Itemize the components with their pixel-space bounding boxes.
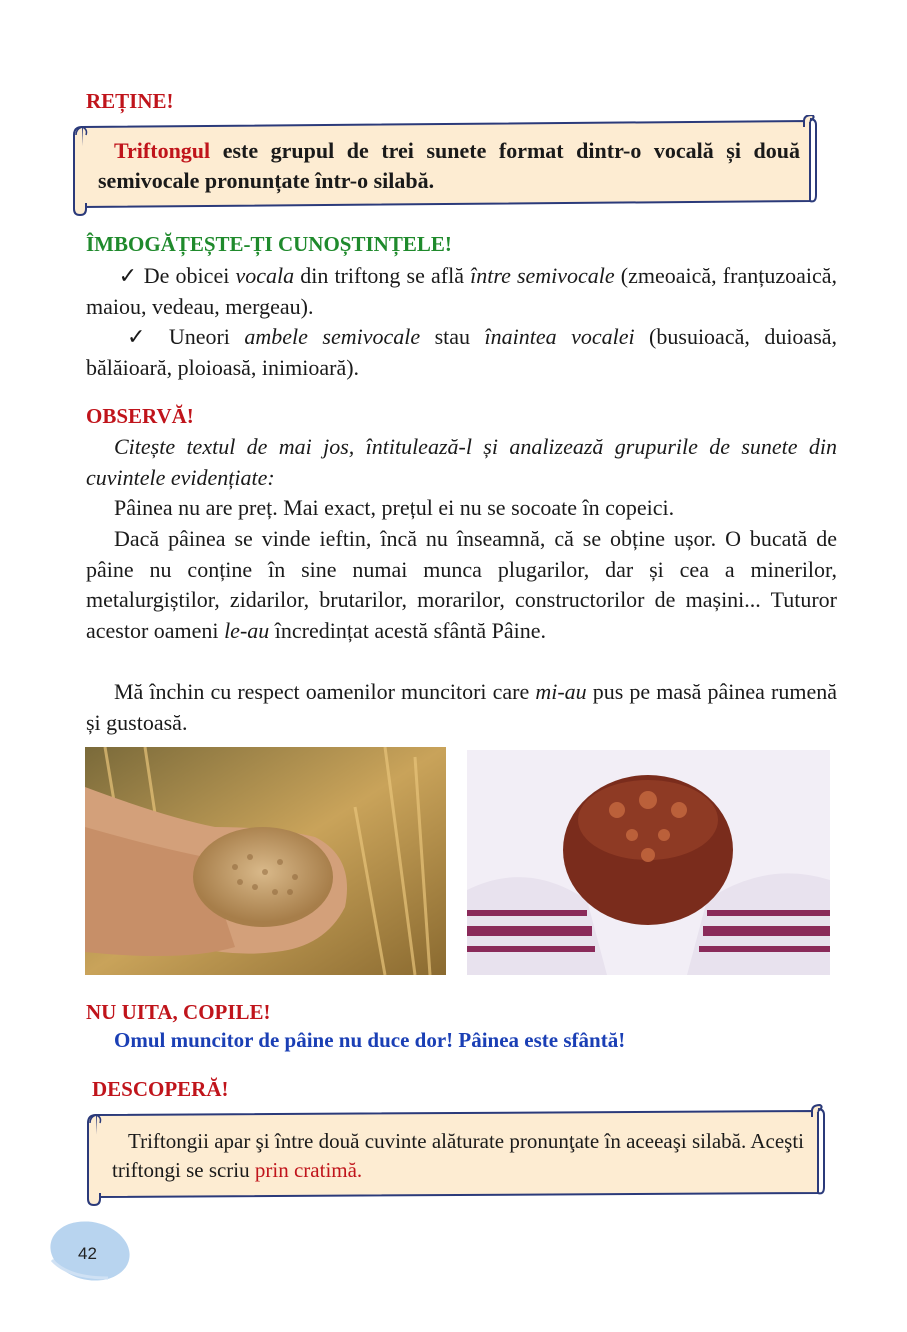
wheat-hands-photo (85, 747, 446, 975)
observa-heading: OBSERVĂ! (86, 404, 194, 428)
check-icon: ✓ (118, 263, 138, 288)
page-number: 42 (78, 1244, 97, 1263)
text-paragraph-1: Pâinea nu are preț. Mai exact, prețul ei nu se socoate în copeici. (114, 495, 675, 520)
text-paragraph-3: Mă închin cu respect oamenilor muncitori care mi-au pus pe masă pâinea rumenă și gustoasă. (86, 679, 837, 735)
imbogateste-item-2: ✓ Uneori ambele semivocale stau înaintea vocalei (busuioacă, duioasă, bălăioară, ploioasă, inimioară). (86, 324, 838, 380)
descopera-heading: DESCOPERĂ! (92, 1077, 229, 1101)
descopera-scroll-box (82, 1103, 828, 1207)
observa-instruction: Citește textul de mai jos, întitulează-l și analizează grupurile de sunete din cuvintele evidențiate: (86, 434, 837, 490)
nu-uita-text: Omul muncitor de pâine nu duce dor! Pâinea este sfântă! (114, 1028, 626, 1052)
retine-definition (98, 136, 800, 196)
descopera-text: Triftongii apar şi între două cuvinte alăturate pronunţate în aceeaşi silabă. Aceşti triftongi se scriu prin cratimă. (112, 1129, 804, 1182)
highlighted-word: le-au (224, 617, 270, 643)
highlighted-word: mi-au (535, 679, 587, 704)
text-paragraph-2: Dacă pâinea se vinde ieftin, încă nu înseamnă, că se obține ușor. O bucată de pâine nu conține în sine numai munca plugarilor, dar și cea a minerilor, metalurgiștilor, zidarilor, brutarilor, morarilor, constructorilor de mașini... Tuturor acestor oameni le-au încredințat acestă sfântă Pâine. (86, 526, 837, 643)
retine-heading: REȚINE! (86, 89, 174, 113)
check-icon: ✓ (118, 324, 155, 349)
page-number-badge (48, 1220, 132, 1282)
highlight-prin-cratima: prin cratimă. (254, 1158, 363, 1182)
term-triftongul: Triftongul (114, 138, 211, 163)
nu-uita-heading: NU UITA, COPILE! (86, 1000, 271, 1024)
definition-text: este grupul de trei sunete format dintr-o vocală și două semivocale pronunțate într-o silabă. (98, 138, 800, 193)
retine-scroll-box (68, 115, 820, 217)
imbogateste-heading: ÎMBOGĂȚEȘTE-ȚI CUNOȘTINȚELE! (86, 232, 452, 256)
imbogateste-item-1: ✓ De obicei vocala din triftong se află între semivocale (zmeoaică, franțuzoaică, maiou, vedeau, mergeau). (86, 263, 837, 319)
bread-towel-photo (467, 750, 830, 975)
